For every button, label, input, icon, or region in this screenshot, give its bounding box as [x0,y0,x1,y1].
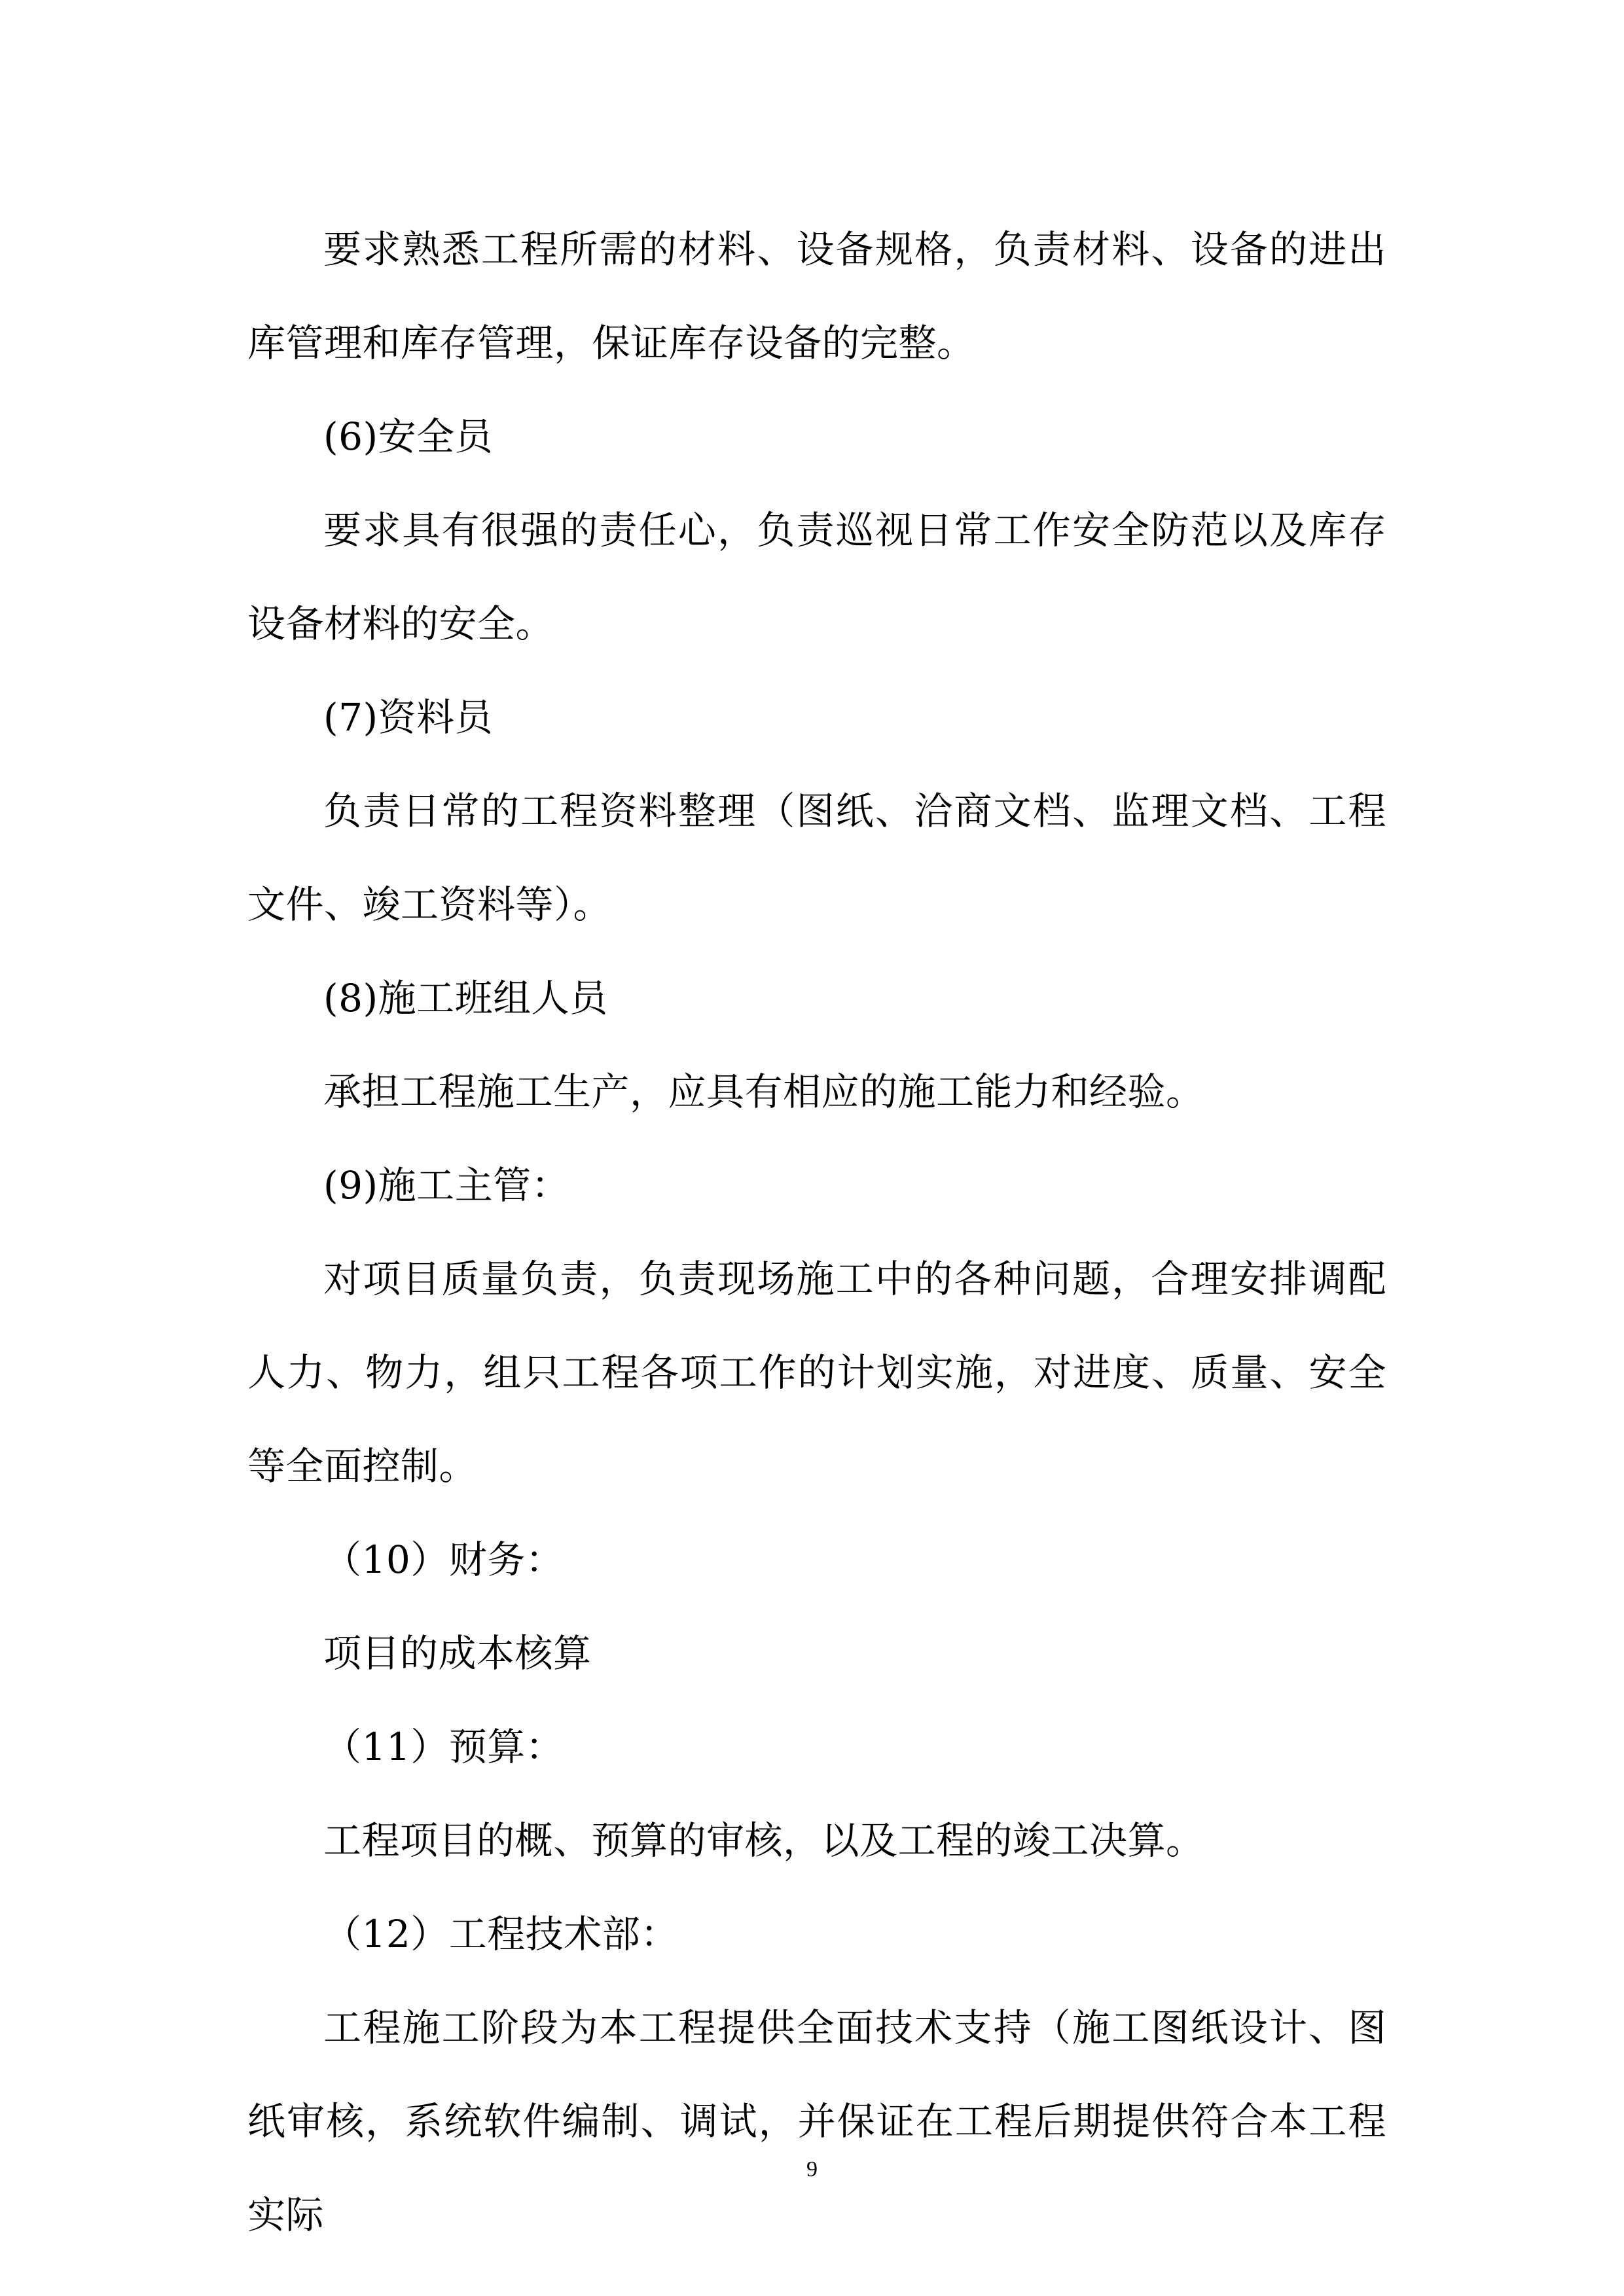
paragraph-safety-officer-duties: 要求具有很强的责任心，负责巡视日常工作安全防范以及库存设备材料的安全。 [247,508,1386,646]
heading-budget: （11）预算： [323,1725,564,1769]
paragraph-storekeeper-duties: 要求熟悉工程所需的材料、设备规格，负责材料、设备的进出库管理和库存管理，保证库存设备的完整。 [247,227,1386,365]
heading-construction-supervisor: (9)施工主管： [323,1163,570,1208]
heading-construction-team: (8)施工班组人员 [323,976,608,1020]
paragraph-construction-supervisor-duties: 对项目质量负责，负责现场施工中的各种问题，合理安排调配人力、物力，组只工程各项工作的计划实施，对进度、质量、安全等全面控制。 [247,1257,1386,1488]
heading-documentation-clerk: (7)资料员 [323,695,494,740]
heading-finance: （10）财务： [323,1537,564,1582]
document-body [247,203,1386,2262]
paragraph-documentation-clerk-duties: 负责日常的工程资料整理（图纸、洽商文档、监理文档、工程文件、竣工资料等）。 [247,789,1386,927]
paragraph-construction-team-duties: 承担工程施工生产，应具有相应的施工能力和经验。 [323,1069,1204,1114]
paragraph-finance-duties: 项目的成本核算 [323,1631,592,1676]
paragraph-engineering-technical-dept-duties: 工程施工阶段为本工程提供全面技术支持（施工图纸设计、图纸审核，系统软件编制、调试，并保证在工程后期提供符合本工程实际 [247,2005,1386,2237]
heading-safety-officer: (6)安全员 [323,414,494,459]
heading-engineering-technical-dept: （12）工程技术部： [323,1912,679,1956]
page-number: 9 [806,2157,818,2181]
paragraph-budget-duties: 工程项目的概、预算的审核，以及工程的竣工决算。 [323,1818,1204,1863]
